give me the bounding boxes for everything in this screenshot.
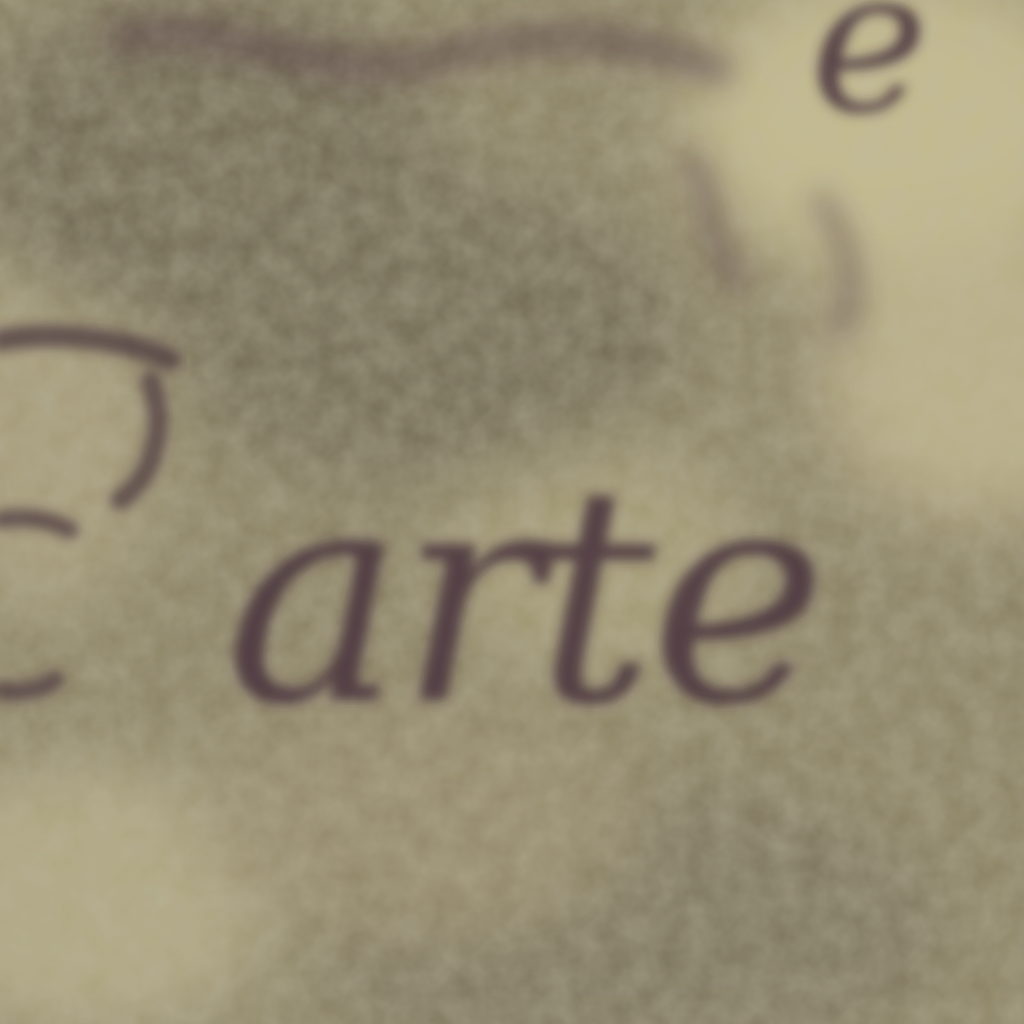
top-fragment-text: e	[810, 0, 929, 158]
bottom-word-text: arte	[225, 422, 822, 771]
